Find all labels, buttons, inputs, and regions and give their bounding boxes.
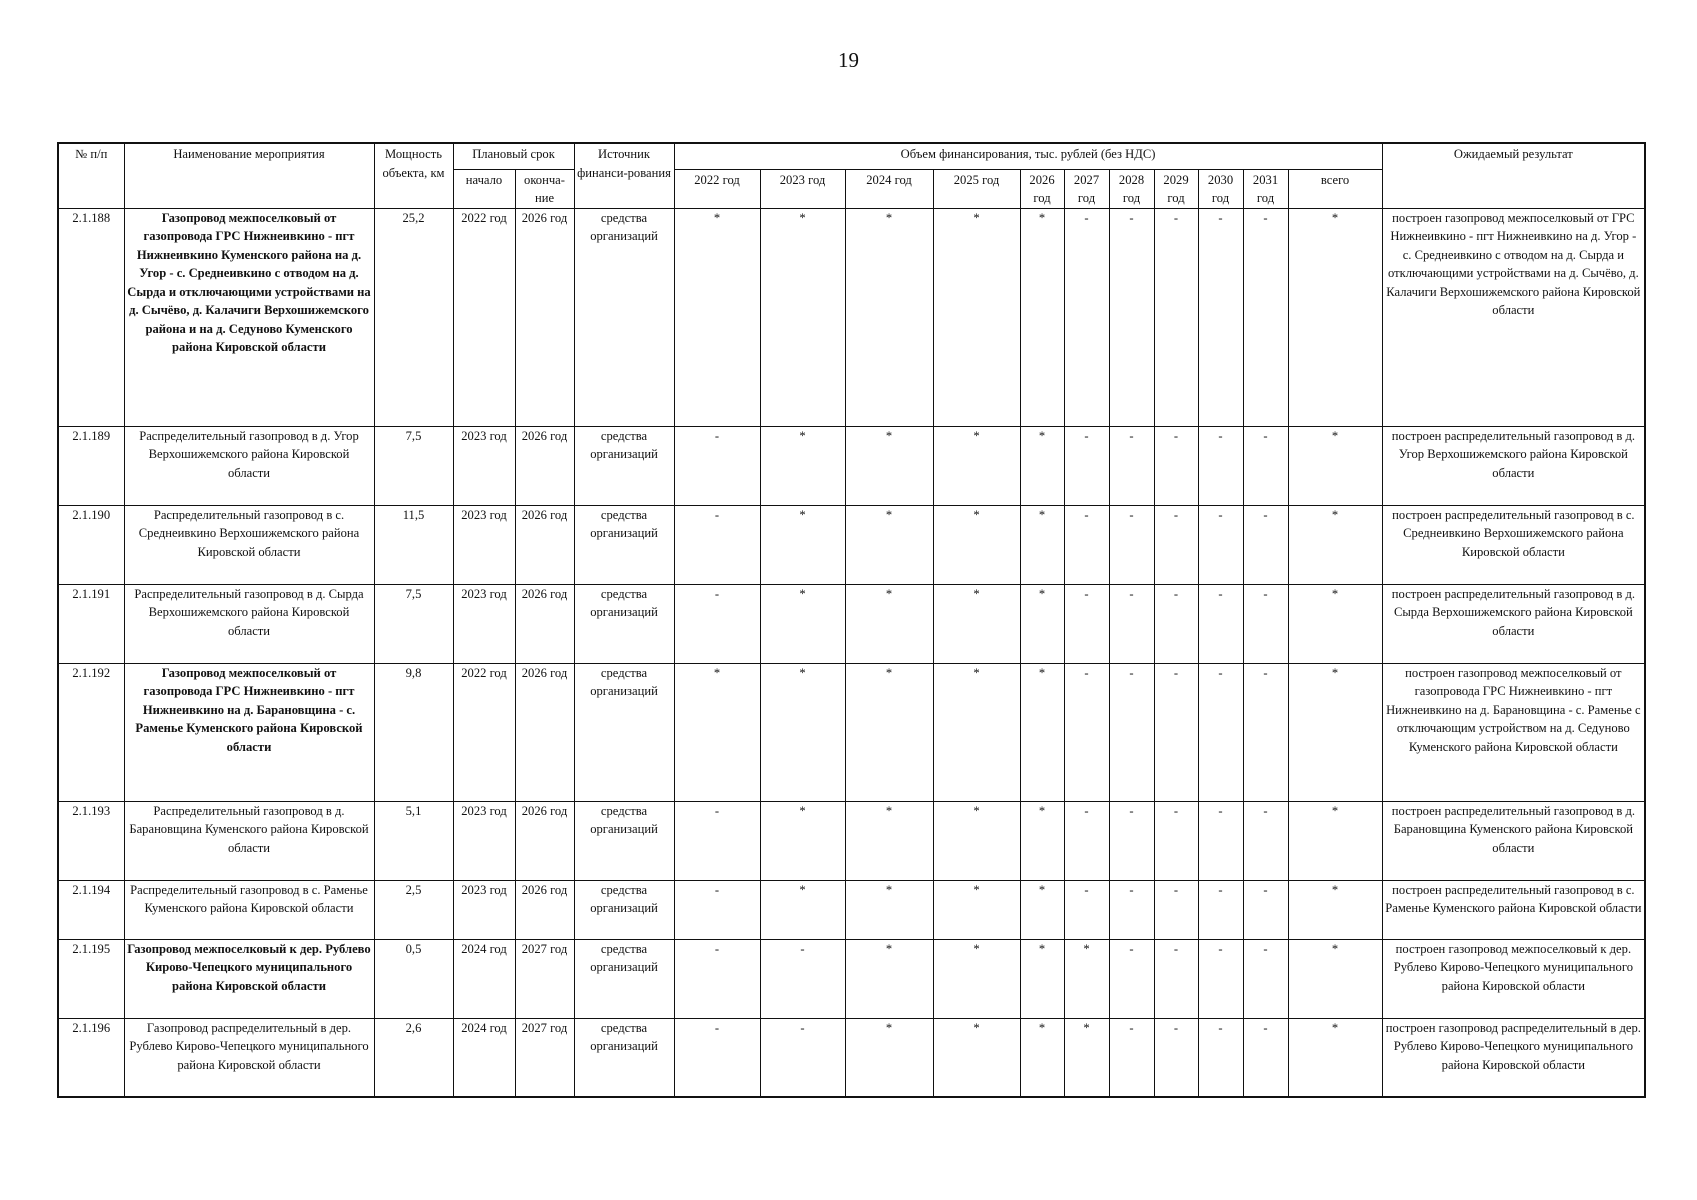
- row-name: Газопровод межпоселковый от газопровода ГРС Нижнеивкино - пгт Нижнеивкино на д. Барановщина - с. Раменье Куменского района Кировской области: [124, 663, 374, 801]
- row-number: 2.1.194: [58, 880, 124, 939]
- row-end: 2027 год: [515, 939, 574, 1018]
- row-name: Распределительный газопровод в с. Среднеивкино Верхошижемского района Кировской области: [124, 505, 374, 584]
- row-result: построен газопровод распределительный в дер. Рублево Кирово-Чепецкого муниципального района Кировской области: [1382, 1018, 1645, 1097]
- row-start: 2023 год: [453, 505, 515, 584]
- row-year-value: -: [1198, 426, 1243, 505]
- row-year-value: -: [1154, 663, 1198, 801]
- table-row: [58, 939, 1645, 1018]
- row-source: средства организаций: [574, 880, 674, 939]
- row-year-value: *: [1020, 880, 1064, 939]
- row-capacity: 7,5: [374, 584, 453, 663]
- row-year-value: -: [1109, 880, 1154, 939]
- row-year-value: *: [845, 939, 933, 1018]
- row-total: *: [1288, 426, 1382, 505]
- row-year-value: *: [845, 1018, 933, 1097]
- header-term-start: начало: [453, 169, 515, 208]
- table-row: [58, 1018, 1645, 1097]
- row-year-value: -: [1154, 1018, 1198, 1097]
- row-year-value: *: [760, 584, 845, 663]
- row-year-value: *: [1020, 1018, 1064, 1097]
- row-source: средства организаций: [574, 663, 674, 801]
- row-year-value: -: [1198, 939, 1243, 1018]
- row-total: *: [1288, 801, 1382, 880]
- header-year: 2030 год: [1198, 169, 1243, 208]
- row-capacity: 2,6: [374, 1018, 453, 1097]
- row-end: 2026 год: [515, 880, 574, 939]
- row-name: Распределительный газопровод в д. Барановщина Куменского района Кировской области: [124, 801, 374, 880]
- row-total: *: [1288, 880, 1382, 939]
- row-year-value: -: [1243, 939, 1288, 1018]
- row-source: средства организаций: [574, 801, 674, 880]
- row-year-value: *: [760, 663, 845, 801]
- row-year-value: -: [1243, 663, 1288, 801]
- row-year-value: *: [845, 426, 933, 505]
- row-number: 2.1.190: [58, 505, 124, 584]
- row-year-value: -: [760, 939, 845, 1018]
- header-total: всего: [1288, 169, 1382, 208]
- row-year-value: *: [1020, 208, 1064, 426]
- row-year-value: *: [1020, 426, 1064, 505]
- row-start: 2023 год: [453, 584, 515, 663]
- row-start: 2024 год: [453, 1018, 515, 1097]
- row-year-value: *: [933, 880, 1020, 939]
- row-start: 2023 год: [453, 426, 515, 505]
- row-year-value: *: [933, 584, 1020, 663]
- row-result: построен распределительный газопровод в д. Угор Верхошижемского района Кировской области: [1382, 426, 1645, 505]
- row-start: 2023 год: [453, 801, 515, 880]
- row-year-value: *: [845, 663, 933, 801]
- header-year: 2028 год: [1109, 169, 1154, 208]
- row-end: 2026 год: [515, 208, 574, 426]
- row-capacity: 5,1: [374, 801, 453, 880]
- row-capacity: 25,2: [374, 208, 453, 426]
- row-year-value: -: [1154, 801, 1198, 880]
- row-capacity: 11,5: [374, 505, 453, 584]
- row-year-value: *: [674, 663, 760, 801]
- row-year-value: -: [674, 880, 760, 939]
- row-year-value: -: [760, 1018, 845, 1097]
- row-result: построен распределительный газопровод в с. Среднеивкино Верхошижемского района Кировской области: [1382, 505, 1645, 584]
- row-year-value: -: [1198, 584, 1243, 663]
- row-year-value: *: [760, 426, 845, 505]
- row-year-value: *: [933, 426, 1020, 505]
- row-year-value: -: [1109, 426, 1154, 505]
- row-year-value: -: [1109, 801, 1154, 880]
- row-year-value: *: [674, 208, 760, 426]
- row-year-value: -: [1109, 663, 1154, 801]
- row-year-value: *: [1020, 584, 1064, 663]
- table-row: [58, 584, 1645, 663]
- row-year-value: -: [1243, 880, 1288, 939]
- row-year-value: -: [1198, 801, 1243, 880]
- row-total: *: [1288, 939, 1382, 1018]
- table-body: [58, 208, 1645, 1097]
- row-year-value: -: [1154, 505, 1198, 584]
- row-name: Газопровод межпоселковый к дер. Рублево Кирово-Чепецкого муниципального района Кировской области: [124, 939, 374, 1018]
- row-source: средства организаций: [574, 1018, 674, 1097]
- row-end: 2026 год: [515, 584, 574, 663]
- row-year-value: *: [845, 584, 933, 663]
- row-year-value: -: [1243, 208, 1288, 426]
- header-year: 2027 год: [1064, 169, 1109, 208]
- header-source: Источник финанси-рования: [574, 143, 674, 208]
- row-result: построен распределительный газопровод в д. Сырда Верхошижемского района Кировской области: [1382, 584, 1645, 663]
- row-result: построен газопровод межпоселковый от газопровода ГРС Нижнеивкино - пгт Нижнеивкино на д. Барановщина - с. Раменье с отключающим устройством на д. Седуново Куменского района Кировской области: [1382, 663, 1645, 801]
- row-year-value: *: [1064, 1018, 1109, 1097]
- row-year-value: -: [1064, 663, 1109, 801]
- funding-table: [57, 142, 1646, 1098]
- row-start: 2022 год: [453, 208, 515, 426]
- row-year-value: -: [1243, 801, 1288, 880]
- row-year-value: *: [845, 880, 933, 939]
- row-result: построен газопровод межпоселковый к дер. Рублево Кирово-Чепецкого муниципального района Кировской области: [1382, 939, 1645, 1018]
- row-year-value: *: [760, 505, 845, 584]
- header-year: 2025 год: [933, 169, 1020, 208]
- row-number: 2.1.191: [58, 584, 124, 663]
- row-year-value: -: [1198, 1018, 1243, 1097]
- row-start: 2024 год: [453, 939, 515, 1018]
- row-year-value: -: [1198, 208, 1243, 426]
- row-source: средства организаций: [574, 584, 674, 663]
- row-year-value: -: [1109, 1018, 1154, 1097]
- row-year-value: *: [845, 801, 933, 880]
- row-year-value: -: [674, 801, 760, 880]
- header-term: Плановый срок: [453, 143, 574, 169]
- row-year-value: *: [1020, 505, 1064, 584]
- row-year-value: *: [1020, 939, 1064, 1018]
- row-result: построен распределительный газопровод в д. Барановщина Куменского района Кировской области: [1382, 801, 1645, 880]
- row-year-value: -: [1154, 426, 1198, 505]
- row-total: *: [1288, 663, 1382, 801]
- header-num: № п/п: [58, 143, 124, 208]
- row-year-value: -: [1154, 584, 1198, 663]
- row-year-value: *: [845, 208, 933, 426]
- row-year-value: *: [845, 505, 933, 584]
- table-row: [58, 880, 1645, 939]
- row-source: средства организаций: [574, 426, 674, 505]
- row-year-value: -: [674, 1018, 760, 1097]
- row-number: 2.1.192: [58, 663, 124, 801]
- row-year-value: -: [1064, 208, 1109, 426]
- header-year: 2023 год: [760, 169, 845, 208]
- table-row: [58, 801, 1645, 880]
- row-total: *: [1288, 208, 1382, 426]
- row-end: 2027 год: [515, 1018, 574, 1097]
- row-number: 2.1.196: [58, 1018, 124, 1097]
- row-year-value: -: [1154, 939, 1198, 1018]
- row-year-value: *: [933, 801, 1020, 880]
- row-capacity: 0,5: [374, 939, 453, 1018]
- row-capacity: 2,5: [374, 880, 453, 939]
- row-year-value: *: [933, 1018, 1020, 1097]
- header-capacity: Мощность объекта, км: [374, 143, 453, 208]
- row-year-value: *: [760, 208, 845, 426]
- header-year: 2026 год: [1020, 169, 1064, 208]
- row-year-value: -: [1243, 1018, 1288, 1097]
- row-end: 2026 год: [515, 801, 574, 880]
- row-end: 2026 год: [515, 663, 574, 801]
- row-name: Распределительный газопровод в д. Сырда Верхошижемского района Кировской области: [124, 584, 374, 663]
- row-year-value: -: [1154, 880, 1198, 939]
- row-year-value: *: [1020, 801, 1064, 880]
- row-year-value: *: [933, 208, 1020, 426]
- row-year-value: *: [933, 939, 1020, 1018]
- row-total: *: [1288, 584, 1382, 663]
- row-number: 2.1.189: [58, 426, 124, 505]
- row-year-value: -: [1109, 208, 1154, 426]
- row-year-value: -: [1243, 505, 1288, 584]
- row-end: 2026 год: [515, 426, 574, 505]
- row-number: 2.1.193: [58, 801, 124, 880]
- header-year: 2022 год: [674, 169, 760, 208]
- page-number: 19: [838, 48, 859, 72]
- row-year-value: -: [1064, 880, 1109, 939]
- row-year-value: -: [674, 426, 760, 505]
- table-row: [58, 426, 1645, 505]
- row-year-value: *: [760, 880, 845, 939]
- row-source: средства организаций: [574, 208, 674, 426]
- row-year-value: -: [1064, 801, 1109, 880]
- row-year-value: -: [1109, 505, 1154, 584]
- row-name: Газопровод межпоселковый от газопровода ГРС Нижнеивкино - пгт Нижнеивкино Куменского района на д. Угор - с. Среднеивкино с отводом на д. Сырда и отключающими устройствами на д. Сычёво, д. Калачиги Верхошижемского района и на д. Седуново Куменского района Кировской области: [124, 208, 374, 426]
- row-year-value: *: [933, 663, 1020, 801]
- row-year-value: *: [1020, 663, 1064, 801]
- row-number: 2.1.195: [58, 939, 124, 1018]
- header-year: 2024 год: [845, 169, 933, 208]
- header-year: 2031 год: [1243, 169, 1288, 208]
- table-row: [58, 208, 1645, 426]
- row-year-value: *: [933, 505, 1020, 584]
- row-year-value: -: [1243, 584, 1288, 663]
- row-start: 2023 год: [453, 880, 515, 939]
- row-source: средства организаций: [574, 939, 674, 1018]
- row-name: Газопровод распределительный в дер. Рублево Кирово-Чепецкого муниципального района Кировской области: [124, 1018, 374, 1097]
- row-capacity: 9,8: [374, 663, 453, 801]
- row-year-value: -: [1198, 880, 1243, 939]
- row-total: *: [1288, 1018, 1382, 1097]
- row-result: построен распределительный газопровод в с. Раменье Куменского района Кировской области: [1382, 880, 1645, 939]
- row-year-value: -: [1064, 584, 1109, 663]
- row-year-value: -: [1064, 505, 1109, 584]
- header-result: Ожидаемый результат: [1382, 143, 1645, 208]
- table-row: [58, 505, 1645, 584]
- row-year-value: -: [674, 505, 760, 584]
- row-year-value: -: [674, 584, 760, 663]
- row-year-value: -: [1243, 426, 1288, 505]
- row-total: *: [1288, 505, 1382, 584]
- row-number: 2.1.188: [58, 208, 124, 426]
- row-year-value: -: [1198, 663, 1243, 801]
- row-capacity: 7,5: [374, 426, 453, 505]
- header-funding: Объем финансирования, тыс. рублей (без НДС): [674, 143, 1382, 169]
- row-result: построен газопровод межпоселковый от ГРС Нижнеивкино - пгт Нижнеивкино на д. Угор - с. Среднеивкино с отводом на д. Сырда и отключающими устройствами на д. Сычёво, д. Калачиги Верхошижемского района Кировской области: [1382, 208, 1645, 426]
- row-year-value: -: [1064, 426, 1109, 505]
- row-year-value: -: [1109, 939, 1154, 1018]
- table-row: [58, 663, 1645, 801]
- row-source: средства организаций: [574, 505, 674, 584]
- row-name: Распределительный газопровод в д. Угор Верхошижемского района Кировской области: [124, 426, 374, 505]
- row-name: Распределительный газопровод в с. Раменье Куменского района Кировской области: [124, 880, 374, 939]
- row-end: 2026 год: [515, 505, 574, 584]
- header-year: 2029 год: [1154, 169, 1198, 208]
- row-year-value: *: [760, 801, 845, 880]
- row-start: 2022 год: [453, 663, 515, 801]
- row-year-value: -: [1198, 505, 1243, 584]
- row-year-value: *: [1064, 939, 1109, 1018]
- row-year-value: -: [1154, 208, 1198, 426]
- header-name: Наименование мероприятия: [124, 143, 374, 208]
- header-term-end: оконча-ние: [515, 169, 574, 208]
- row-year-value: -: [1109, 584, 1154, 663]
- row-year-value: -: [674, 939, 760, 1018]
